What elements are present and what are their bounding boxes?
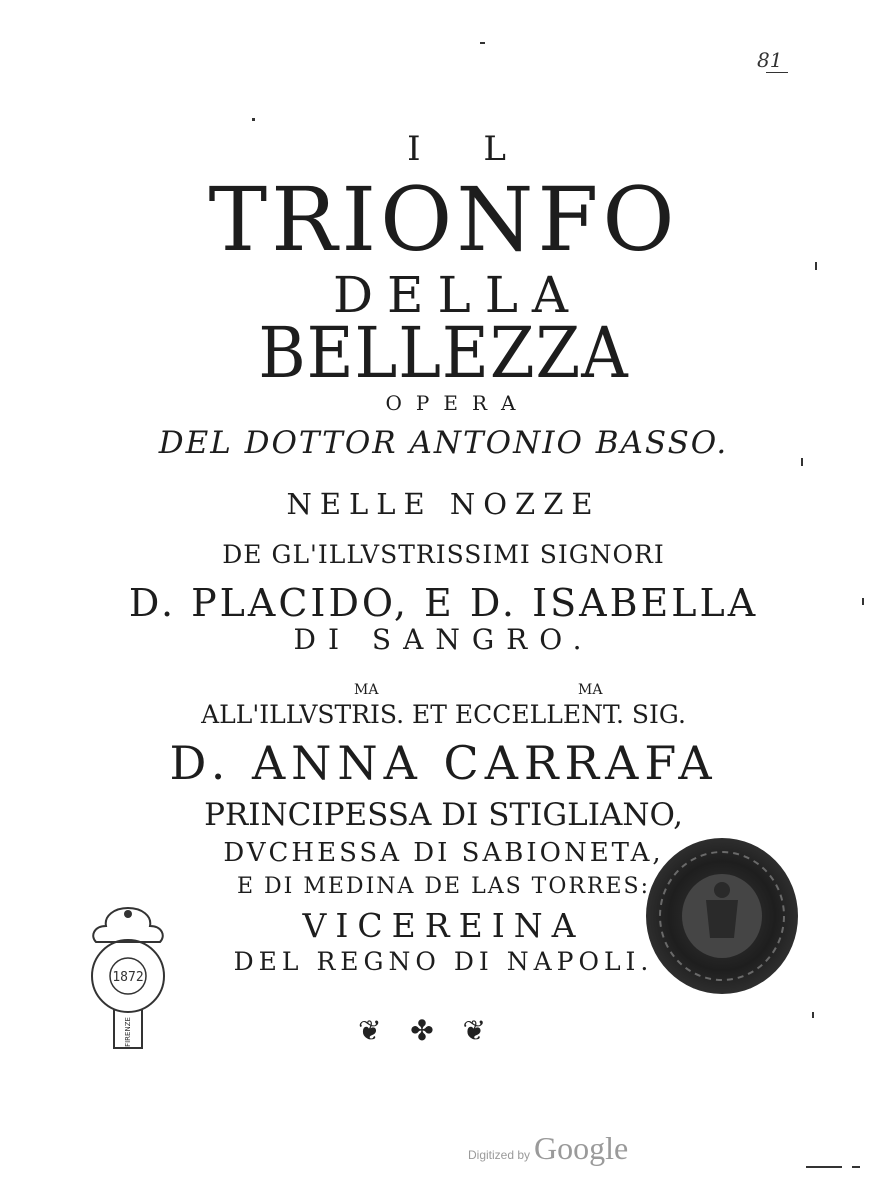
title-della: DELLA — [332, 266, 583, 324]
subtitle-opera: OPERA — [385, 391, 530, 415]
scan-speck — [806, 1166, 842, 1168]
superscript-ma-2: MA — [578, 682, 603, 698]
scan-speck — [480, 42, 485, 44]
title-trionfo: TRIONFO — [208, 168, 679, 271]
fleuron-icon: ✤ — [410, 1013, 434, 1047]
author-line: DEL DOTTOR ANTONIO BASSO. — [158, 425, 729, 461]
title-article: I L — [407, 129, 532, 169]
title-bellezza: BELLEZZA — [258, 312, 629, 394]
scan-speck — [815, 262, 817, 270]
patron-title-medina: E DI MEDINA DE LAS TORRES: — [236, 874, 651, 899]
fleuron-icon: ❦ — [462, 1013, 486, 1047]
superscript-row — [0, 683, 887, 699]
stamp-city: FIRENZE — [124, 1017, 132, 1047]
scan-speck — [862, 598, 864, 605]
printer-ornament — [358, 1008, 486, 1052]
superscript-ma-1: MA — [354, 682, 379, 698]
occasion-line: NELLE NOZZE — [286, 487, 601, 521]
patron-title-principessa: PRINCIPESSA DI STIGLIANO, — [204, 797, 683, 833]
couple-names: D. PLACIDO, E D. ISABELLA — [128, 581, 759, 625]
family-name: DI SANGRO. — [293, 623, 594, 656]
dedicatees-line: DE GL'ILLVSTRISSIMI SIGNORI — [222, 540, 665, 569]
dedication-line: ALL'ILLVSTRIS. ET ECCELLENT. SIG. — [201, 700, 686, 729]
patron-title-vicereina: VICEREINA — [302, 906, 585, 945]
ink-seal — [636, 830, 804, 1000]
scan-speck — [252, 118, 255, 121]
scan-speck — [812, 1012, 814, 1018]
patron-title-regno: DEL REGNO DI NAPOLI. — [233, 947, 654, 976]
folio-underline — [766, 72, 788, 73]
library-stamp — [84, 904, 172, 1052]
digitized-watermark — [468, 1130, 628, 1167]
folio-number: 81 — [757, 48, 783, 72]
patron-name: D. ANNA CARRAFA — [169, 736, 718, 790]
scan-speck — [801, 458, 803, 466]
patron-title-duchessa: DVCHESSA DI SABIONETA, — [223, 838, 664, 868]
stamp-year: 1872 — [112, 970, 144, 985]
digitized-by-text: Digitized by — [468, 1148, 531, 1162]
scan-speck — [852, 1166, 860, 1168]
fleuron-icon: ❦ — [358, 1013, 382, 1047]
google-logo: Google — [534, 1130, 629, 1166]
